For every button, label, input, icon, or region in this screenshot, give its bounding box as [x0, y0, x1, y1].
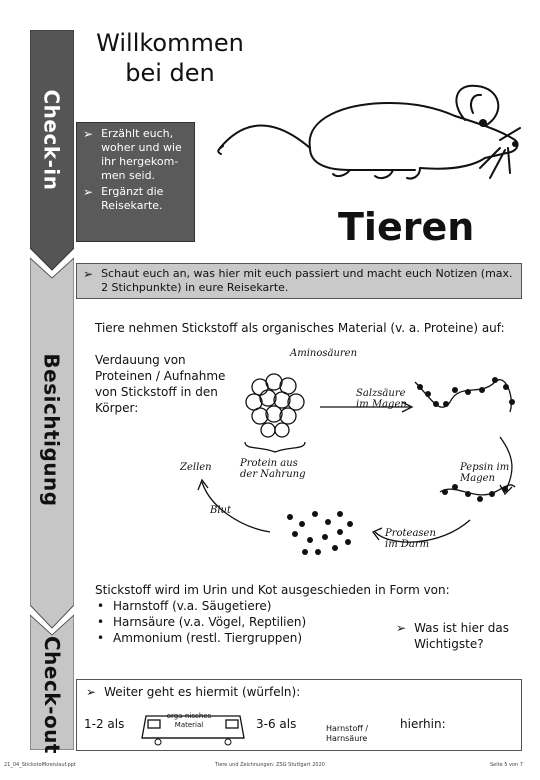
label-aminosaeuren: Aminosäuren — [290, 348, 358, 359]
label-blut: Blut — [210, 505, 232, 516]
list-item: • Ammonium (restl. Tiergruppen) — [95, 630, 355, 646]
footer-right: Seite 5 von 7 — [490, 762, 523, 768]
weiter-text: ➢ Weiter geht es hiermit (würfeln): — [86, 685, 301, 699]
arrow-icon: ➢ — [83, 185, 94, 199]
arrow-icon: ➢ — [396, 621, 407, 635]
list-item: • Harnsäure (v.a. Vögel, Reptilien) — [95, 614, 355, 630]
checkin-item-1: ➢ Erzählt euch, woher und wie ihr hergekom-men seid. — [83, 127, 182, 182]
footer-left: 21_04_Stickstoffkreislauf.ppt — [4, 762, 76, 768]
digestion-diagram — [150, 342, 530, 567]
label-pepsin: Pepsin im Magen — [460, 462, 510, 484]
title-line2: bei den — [125, 59, 215, 87]
list-item: • Harnstoff (v.a. Säugetiere) — [95, 598, 355, 614]
option-1-2: 1-2 als — [84, 717, 125, 731]
mouse-illustration — [215, 78, 525, 198]
hierhin-text: hierhin: — [400, 717, 446, 731]
arrow-icon: ➢ — [86, 685, 97, 699]
label-proteasen: Proteasen im Darm — [385, 528, 436, 550]
big-title-tieren: Tieren — [338, 205, 475, 249]
besichtigung-instructions: ➢ Schaut euch an, was hier mit euch passiert und macht euch Notizen (max. 2 Stichpunkte) in eure Reisekarte. — [76, 263, 522, 299]
nitrogen-forms-list — [95, 598, 355, 646]
footer-center: Tiere und Zeichnungen: ZSG Stuttgart 2020 — [215, 762, 325, 768]
arrow-icon: ➢ — [83, 267, 94, 281]
rail-checkin-label: Check-in — [40, 89, 64, 191]
checkin-item-2: ➢ Ergänzt die Reisekarte. — [83, 185, 164, 212]
option-3-6: 3-6 als — [256, 717, 297, 731]
label-zellen: Zellen — [180, 462, 212, 473]
arrow-icon: ➢ — [83, 127, 94, 141]
harnstoff-label: Harnstoff / Harnsäure — [326, 724, 369, 743]
label-protein: Protein aus der Nahrung — [240, 458, 306, 480]
rail-besichtigung-label: Besichtigung — [40, 353, 64, 507]
rail-checkout-label: Check-out — [40, 636, 65, 754]
checkin-instructions — [76, 122, 195, 242]
train-label: orga-nisches Material — [166, 712, 212, 729]
question-block: ➢ Was ist hier das Wichtigste? — [396, 621, 509, 651]
intro-text: Tiere nehmen Stickstoff als organisches Material (v. a. Proteine) auf: — [95, 321, 505, 335]
title-line1: Willkommen — [96, 29, 244, 57]
ausscheidung-text: Stickstoff wird im Urin und Kot ausgeschieden in Form von: — [95, 583, 450, 597]
verdauung-text: Verdauung von Proteinen / Aufnahme von Stickstoff in den Körper: — [95, 353, 226, 415]
label-salzsaeure: Salzsäure im Magen — [356, 388, 407, 410]
